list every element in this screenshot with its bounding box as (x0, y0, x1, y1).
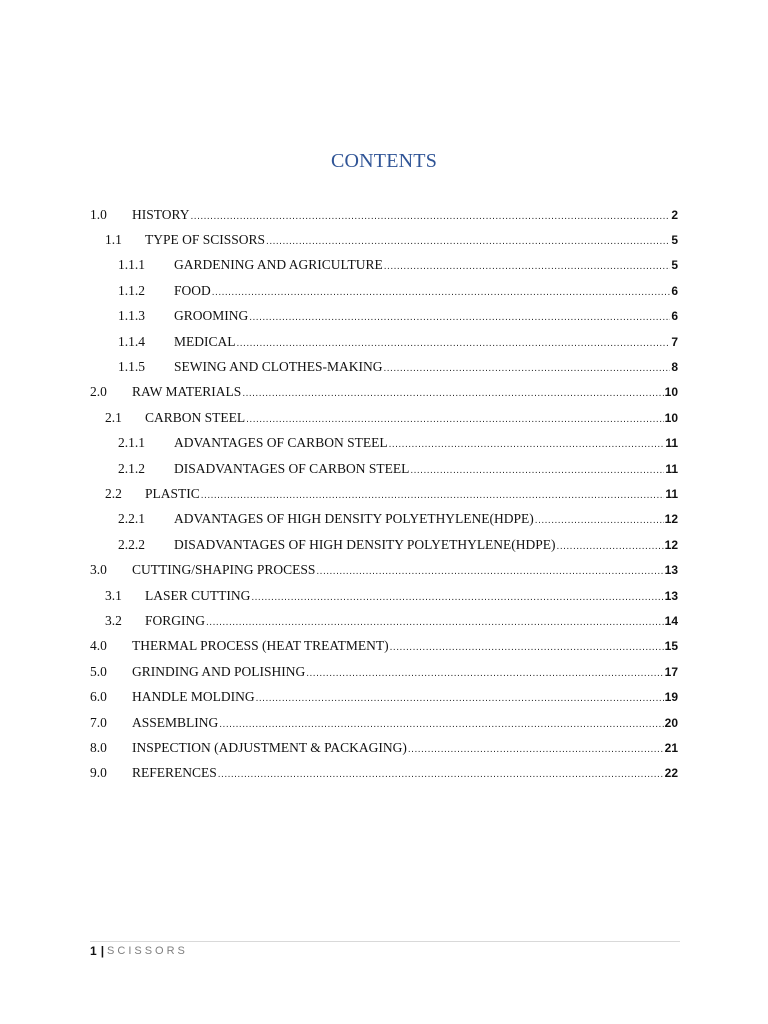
toc-entry-line (174, 257, 678, 273)
toc-entry-page: 14 (664, 613, 678, 628)
toc-entry[interactable] (90, 684, 678, 709)
toc-entry-page: 6 (671, 309, 678, 324)
toc-entry-page: 5 (671, 233, 678, 248)
toc-dot-leader (408, 744, 664, 755)
toc-entry-number: 1.1.1 (118, 257, 145, 273)
toc-entry-title[interactable]: GARDENING AND AGRICULTURE (174, 257, 383, 273)
toc-dot-leader (384, 261, 671, 272)
toc-entry-title[interactable]: SEWING AND CLOTHES-MAKING (174, 359, 383, 375)
toc-entry[interactable] (90, 431, 678, 456)
toc-entry-page: 15 (664, 639, 678, 654)
toc-entry-number: 2.0 (90, 384, 107, 400)
toc-entry-number: 2.1.1 (118, 435, 145, 451)
toc-entry[interactable] (90, 354, 678, 379)
toc-entry-number: 2.2.1 (118, 511, 145, 527)
toc-dot-leader (390, 642, 664, 653)
toc-entry-page: 8 (671, 360, 678, 375)
toc-entry-title[interactable]: GRINDING AND POLISHING (132, 663, 306, 679)
toc-dot-leader (242, 388, 663, 399)
toc-entry[interactable] (90, 557, 678, 582)
toc-entry-line (145, 410, 678, 426)
toc-entry-title[interactable]: LASER CUTTING (145, 587, 251, 603)
page-title: CONTENTS (330, 150, 438, 172)
toc-entry-number: 7.0 (90, 714, 107, 730)
toc-dot-leader (306, 668, 663, 679)
toc-entry-title[interactable]: RAW MATERIALS (132, 384, 242, 400)
toc-entry[interactable] (90, 481, 678, 506)
toc-entry-line (174, 359, 678, 375)
footer-document-title: SCISSORS (107, 945, 188, 957)
toc-entry-number: 3.2 (105, 612, 122, 628)
toc-entry-number: 6.0 (90, 689, 107, 705)
toc-dot-leader (384, 363, 671, 374)
footer-separator: | (100, 944, 105, 958)
toc-entry-line (145, 232, 678, 248)
toc-entry-number: 2.2.2 (118, 536, 145, 552)
toc-entry-line (132, 207, 678, 223)
toc-entry-line (132, 664, 678, 680)
toc-entry-number: 1.1 (105, 232, 122, 248)
toc-entry-number: 1.0 (90, 206, 107, 222)
toc-entry-line (132, 740, 678, 756)
toc-entry-line (145, 613, 678, 629)
toc-entry-number: 3.1 (105, 587, 122, 603)
toc-dot-leader (246, 414, 664, 425)
toc-entry-page: 17 (664, 664, 678, 679)
toc-entry[interactable] (90, 608, 678, 633)
toc-dot-leader (191, 211, 671, 222)
toc-dot-leader (249, 312, 670, 323)
toc-entry-title[interactable]: MEDICAL (174, 333, 236, 349)
page-footer (90, 944, 188, 958)
toc-entry-title[interactable]: ADVANTAGES OF HIGH DENSITY POLYETHYLENE(HDPE) (174, 511, 534, 527)
footer-page-number: 1 (90, 944, 97, 958)
toc-entry-title[interactable]: CARBON STEEL (145, 409, 246, 425)
toc-entry-line (132, 715, 678, 731)
toc-entry-line (174, 537, 678, 553)
toc-entry-page: 10 (664, 410, 678, 425)
toc-entry-page: 19 (664, 690, 678, 705)
toc-entry-page: 13 (664, 588, 678, 603)
toc-entry-page: 7 (671, 334, 678, 349)
toc-entry-line (174, 334, 678, 350)
toc-entry-title[interactable]: CUTTING/SHAPING PROCESS (132, 562, 316, 578)
toc-entry-title[interactable]: ADVANTAGES OF CARBON STEEL (174, 435, 388, 451)
toc-entry[interactable] (90, 278, 678, 303)
toc-entry-line (174, 511, 678, 527)
toc-entry-page: 20 (664, 715, 678, 730)
toc-entry-title[interactable]: PLASTIC (145, 485, 200, 501)
toc-entry[interactable] (90, 227, 678, 252)
toc-dot-leader (266, 236, 670, 247)
toc-entry[interactable] (90, 304, 678, 329)
toc-entry-title[interactable]: HANDLE MOLDING (132, 689, 255, 705)
toc-dot-leader (212, 287, 671, 298)
toc-entry[interactable] (90, 456, 678, 481)
toc-entry-title[interactable]: REFERENCES (132, 765, 217, 781)
toc-dot-leader (201, 490, 665, 501)
toc-entry[interactable] (90, 202, 678, 227)
toc-entry-title[interactable]: DISADVANTAGES OF HIGH DENSITY POLYETHYLENE(HDPE) (174, 536, 556, 552)
toc-entry[interactable] (90, 532, 678, 557)
toc-entry-page: 12 (664, 512, 678, 527)
toc-entry-number: 2.1.2 (118, 460, 145, 476)
toc-dot-leader (316, 566, 663, 577)
toc-entry-page: 5 (671, 258, 678, 273)
toc-entry-page: 21 (664, 740, 678, 755)
toc-entry-page: 2 (671, 207, 678, 222)
toc-entry-page: 13 (664, 563, 678, 578)
toc-entry-page: 11 (665, 486, 678, 501)
toc-entry-line (132, 765, 678, 781)
toc-dot-leader (206, 617, 664, 628)
toc-entry-number: 5.0 (90, 663, 107, 679)
toc-entry[interactable] (90, 710, 678, 735)
toc-entry-page: 11 (665, 436, 678, 451)
toc-entry-line (174, 461, 678, 477)
toc-entry-line (132, 562, 678, 578)
toc-entry-number: 2.1 (105, 409, 122, 425)
toc-entry-number: 1.1.3 (118, 308, 145, 324)
toc-entry-page: 11 (665, 461, 678, 476)
toc-dot-leader (389, 439, 665, 450)
toc-entry-page: 22 (664, 766, 678, 781)
toc-dot-leader (256, 693, 664, 704)
toc-entry[interactable] (90, 583, 678, 608)
toc-entry-line (132, 384, 678, 400)
toc-dot-leader (237, 338, 671, 349)
toc-entry[interactable] (90, 507, 678, 532)
toc-entry-title[interactable]: ASSEMBLING (132, 714, 219, 730)
toc-entry-line (145, 588, 678, 604)
toc-entry-line (132, 638, 678, 654)
toc-entry-number: 3.0 (90, 562, 107, 578)
toc-dot-leader (557, 541, 664, 552)
toc-entry-line (132, 689, 678, 705)
toc-dot-leader (410, 465, 664, 476)
toc-entry[interactable] (90, 329, 678, 354)
toc-entry-number: 4.0 (90, 638, 107, 654)
toc-entry-number: 1.1.5 (118, 359, 145, 375)
toc-entry-title[interactable]: DISADVANTAGES OF CARBON STEEL (174, 460, 410, 476)
toc-entry-page: 6 (671, 283, 678, 298)
toc-entry-title[interactable]: INSPECTION (ADJUSTMENT & PACKAGING) (132, 739, 407, 755)
footer-divider (90, 941, 680, 942)
toc-entry-number: 1.1.4 (118, 333, 145, 349)
toc-entry-title[interactable]: GROOMING (174, 308, 249, 324)
toc-entry-number: 2.2 (105, 485, 122, 501)
toc-entry-number: 8.0 (90, 739, 107, 755)
toc-entry[interactable] (90, 380, 678, 405)
toc-entry[interactable] (90, 761, 678, 786)
toc-entry-title[interactable]: FOOD (174, 282, 211, 298)
toc-entry-line (145, 486, 678, 502)
toc-entry[interactable] (90, 405, 678, 430)
toc-entry-line (174, 435, 678, 451)
toc-entry[interactable] (90, 735, 678, 760)
toc-entry-number: 9.0 (90, 765, 107, 781)
toc-entry-title[interactable]: FORGING (145, 612, 206, 628)
toc-entry[interactable] (90, 253, 678, 278)
toc-entry-title[interactable]: HISTORY (132, 206, 190, 222)
toc-entry-page: 10 (664, 385, 678, 400)
toc-dot-leader (251, 592, 663, 603)
toc-dot-leader (535, 515, 664, 526)
toc-entry[interactable] (90, 634, 678, 659)
toc-entry-title[interactable]: THERMAL PROCESS (HEAT TREATMENT) (132, 638, 389, 654)
toc-entry-line (174, 308, 678, 324)
toc-entry-page: 12 (664, 537, 678, 552)
toc-entry-title[interactable]: TYPE OF SCISSORS (145, 232, 266, 248)
toc-entry[interactable] (90, 659, 678, 684)
toc-entry-line (174, 283, 678, 299)
table-of-contents (90, 202, 678, 786)
toc-entry-number: 1.1.2 (118, 282, 145, 298)
toc-dot-leader (219, 719, 663, 730)
toc-dot-leader (218, 769, 664, 780)
